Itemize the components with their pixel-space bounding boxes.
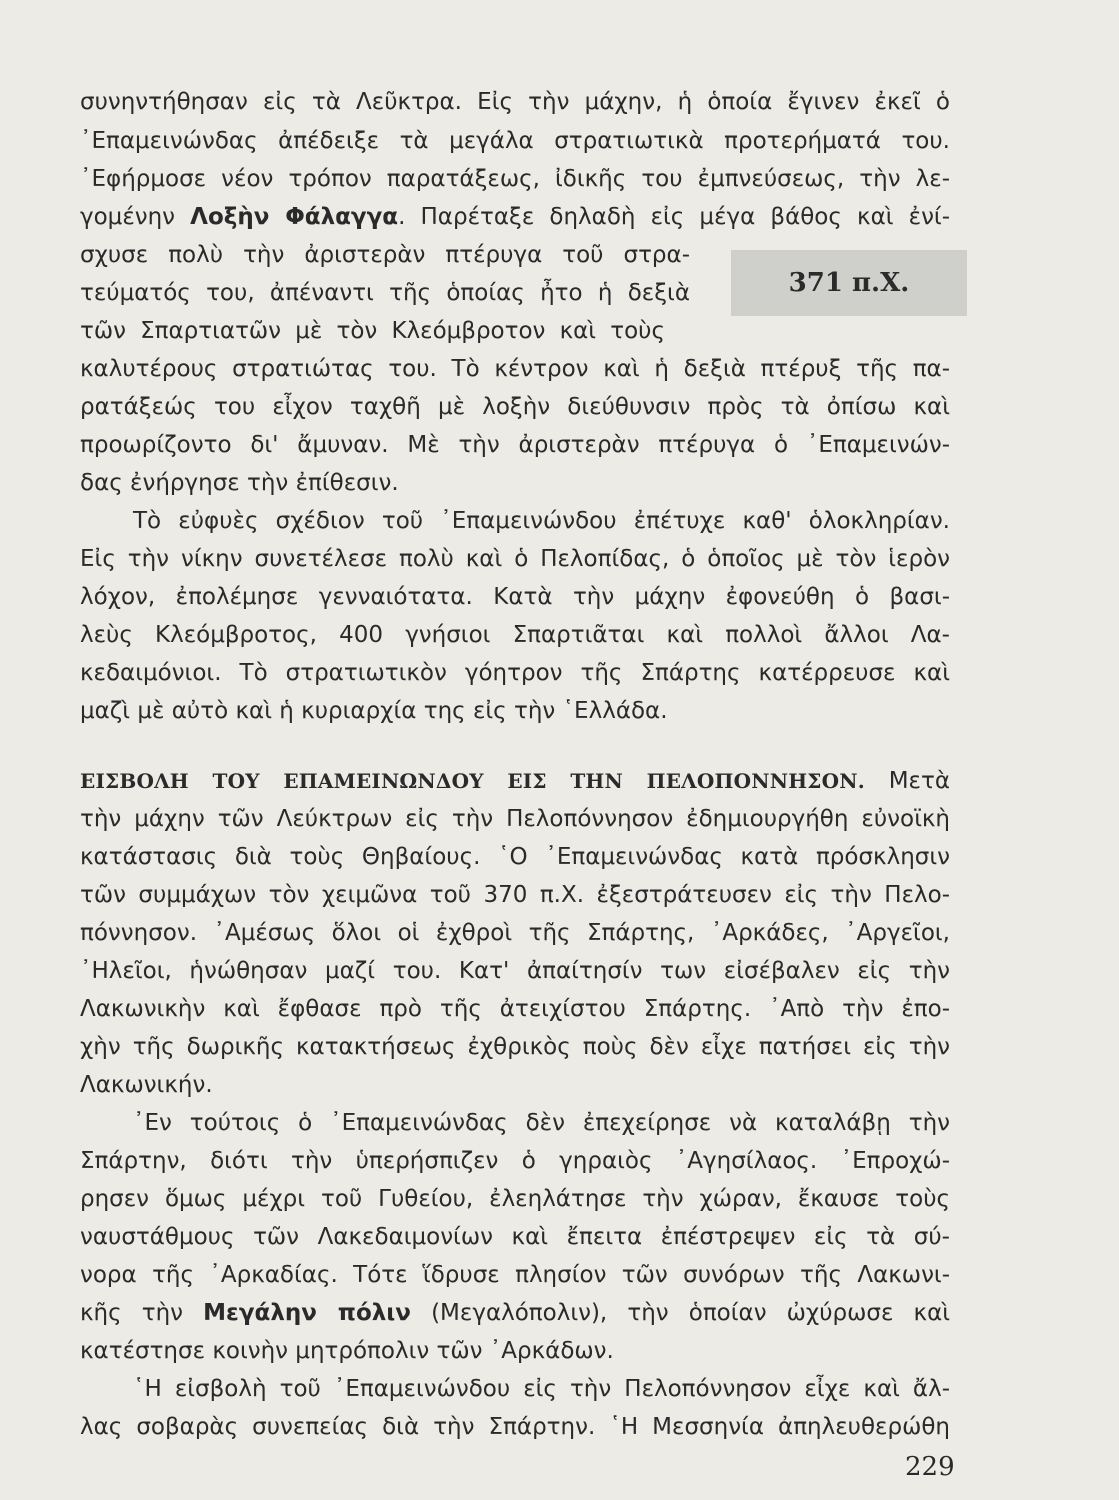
text-fragment: κῆς τὴν xyxy=(80,1300,184,1326)
text-line: ρησεν ὅμως μέχρι τοῦ Γυθείου, ἐλεηλάτησε τὴν χώραν, ἔκαυσε τοὺς xyxy=(80,1186,950,1212)
text-line xyxy=(80,201,950,233)
text-line: ναυστάθμους τῶν Λακεδαιμονίων καὶ ἔπειτα ἐπέστρεψεν εἰς τὰ σύ- xyxy=(80,1224,950,1250)
text-line: ῾Η εἰσβολὴ τοῦ ᾿Επαμεινώνδου εἰς τὴν Πελοπόννησον εἶχε καὶ ἄλ- xyxy=(133,1376,950,1402)
text-line: Σπάρτην, διότι τὴν ὑπερήσπιζεν ὁ γηραιὸς ᾿Αγησίλαος. ᾿Επροχώ- xyxy=(80,1148,950,1174)
text-line xyxy=(80,765,950,797)
text-line: ᾿Επαμεινώνδας ἀπέδειξε τὰ μεγάλα στρατιωτικὰ προτερήματά του. xyxy=(80,128,950,154)
text-fragment: (Μεγαλόπολιν), τὴν ὁποίαν ὠχύρωσε καὶ xyxy=(431,1300,951,1326)
text-fragment: . Παρέταξε δηλαδὴ εἰς μέγα βάθος καὶ ἐνί- xyxy=(398,204,950,230)
text-line: δας ἐνήργησε τὴν ἐπίθεσιν. xyxy=(80,470,399,496)
text-line: κατέστησε κοινὴν μητρόπολιν τῶν ᾿Αρκάδων. xyxy=(80,1338,614,1364)
text-fragment: γομένην xyxy=(80,204,176,230)
page-number: 229 xyxy=(905,1452,955,1482)
term-oblique-phalanx: Λοξὴν Φάλαγγα xyxy=(190,204,399,230)
text-line: προωρίζοντο δι' ἄμυναν. Μὲ τὴν ἀριστερὰν πτέρυγα ὁ ᾿Επαμεινών- xyxy=(80,432,950,458)
text-line: τῶν Σπαρτιατῶν μὲ τὸν Κλεόμβροτον καὶ τοὺς xyxy=(80,318,665,344)
text-line: τὴν μάχην τῶν Λεύκτρων εἰς τὴν Πελοπόννησον ἐδημιουργήθη εὐνοϊκὴ xyxy=(80,806,950,832)
text-line: ρατάξεώς του εἶχον ταχθῆ μὲ λοξὴν διεύθυνσιν πρὸς τὰ ὀπίσω καὶ xyxy=(80,394,950,420)
text-line: τεύματός του, ἀπέναντι τῆς ὁποίας ἦτο ἡ δεξιὰ xyxy=(80,280,690,306)
text-line: ᾿Ηλεῖοι, ἡνώθησαν μαζί του. Κατ' ἀπαίτησίν των εἰσέβαλεν εἰς τὴν xyxy=(80,958,950,984)
text-line: Εἰς τὴν νίκην συνετέλεσε πολὺ καὶ ὁ Πελοπίδας, ὁ ὁποῖος μὲ τὸν ἱερὸν xyxy=(80,546,950,572)
text-line: τῶν συμμάχων τὸν χειμῶνα τοῦ 370 π.Χ. ἐξεστράτευσεν εἰς τὴν Πελο- xyxy=(80,882,950,908)
text-line xyxy=(80,1297,950,1329)
text-line: πόννησον. ᾿Αμέσως ὅλοι οἱ ἐχθροὶ τῆς Σπάρτης, ᾿Αρκάδες, ᾿Αργεῖοι, xyxy=(80,920,950,946)
text-line: νορα τῆς ᾿Αρκαδίας. Τότε ἵδρυσε πλησίον τῶν συνόρων τῆς Λακωνι- xyxy=(80,1262,950,1288)
text-line: Τὸ εὐφυὲς σχέδιον τοῦ ᾿Επαμεινώνδου ἐπέτυχε καθ' ὁλοκληρίαν. xyxy=(133,508,950,534)
text-line: ᾿Εφήρμοσε νέον τρόπον παρατάξεως, ἰδικῆς του ἐμπνεύσεως, τὴν λε- xyxy=(80,166,950,192)
text-line: ᾿Εν τούτοις ὁ ᾿Επαμεινώνδας δὲν ἐπεχείρησε νὰ καταλάβῃ τὴν xyxy=(133,1110,950,1136)
text-line: μαζὶ μὲ αὐτὸ καὶ ἡ κυριαρχία της εἰς τὴν ῾Ελλάδα. xyxy=(80,698,668,724)
text-line: λας σοβαρὰς συνεπείας διὰ τὴν Σπάρτην. ῾Η Μεσσηνία ἀπηλευθερώθη xyxy=(80,1414,950,1440)
text-line: χὴν τῆς δωρικῆς κατακτήσεως ἐχθρικὸς ποὺς δὲν εἶχε πατήσει εἰς τὴν xyxy=(80,1034,950,1060)
text-line: σχυσε πολὺ τὴν ἀριστερὰν πτέρυγα τοῦ στρα- xyxy=(80,242,690,268)
date-marker: 371 π.Χ. xyxy=(731,250,967,316)
text-fragment: Μετὰ xyxy=(888,768,950,794)
text-line: Λακωνικὴν καὶ ἔφθασε πρὸ τῆς ἀτειχίστου Σπάρτης. ᾿Απὸ τὴν ἐπο- xyxy=(80,996,950,1022)
text-line: συνηντήθησαν εἰς τὰ Λεῦκτρα. Εἰς τὴν μάχην, ἡ ὁποία ἔγινεν ἐκεῖ ὁ xyxy=(80,89,950,115)
text-line: λεὺς Κλεόμβροτος, 400 γνήσιοι Σπαρτιᾶται καὶ πολλοὶ ἄλλοι Λα- xyxy=(80,622,950,648)
text-line: κεδαιμόνιοι. Τὸ στρατιωτικὸν γόητρον τῆς Σπάρτης κατέρρευσε καὶ xyxy=(80,660,950,686)
text-line: κατάστασις διὰ τοὺς Θηβαίους. ῾Ο ᾿Επαμεινώνδας κατὰ πρόσκλησιν xyxy=(80,844,950,870)
text-line: λόχον, ἐπολέμησε γενναιότατα. Κατὰ τὴν μάχην ἐφονεύθη ὁ βασι- xyxy=(80,584,950,610)
text-line: Λακωνικήν. xyxy=(80,1072,213,1098)
section-heading: ΕΙΣΒΟΛΗ ΤΟΥ ΕΠΑΜΕΙΝΩΝΔΟΥ ΕΙΣ ΤΗΝ ΠΕΛΟΠΟΝΝΗΣΟΝ. xyxy=(80,769,865,793)
text-line: καλυτέρους στρατιώτας του. Τὸ κέντρον καὶ ἡ δεξιὰ πτέρυξ τῆς πα- xyxy=(80,356,950,382)
term-megalopolis: Μεγάλην πόλιν xyxy=(203,1300,411,1326)
